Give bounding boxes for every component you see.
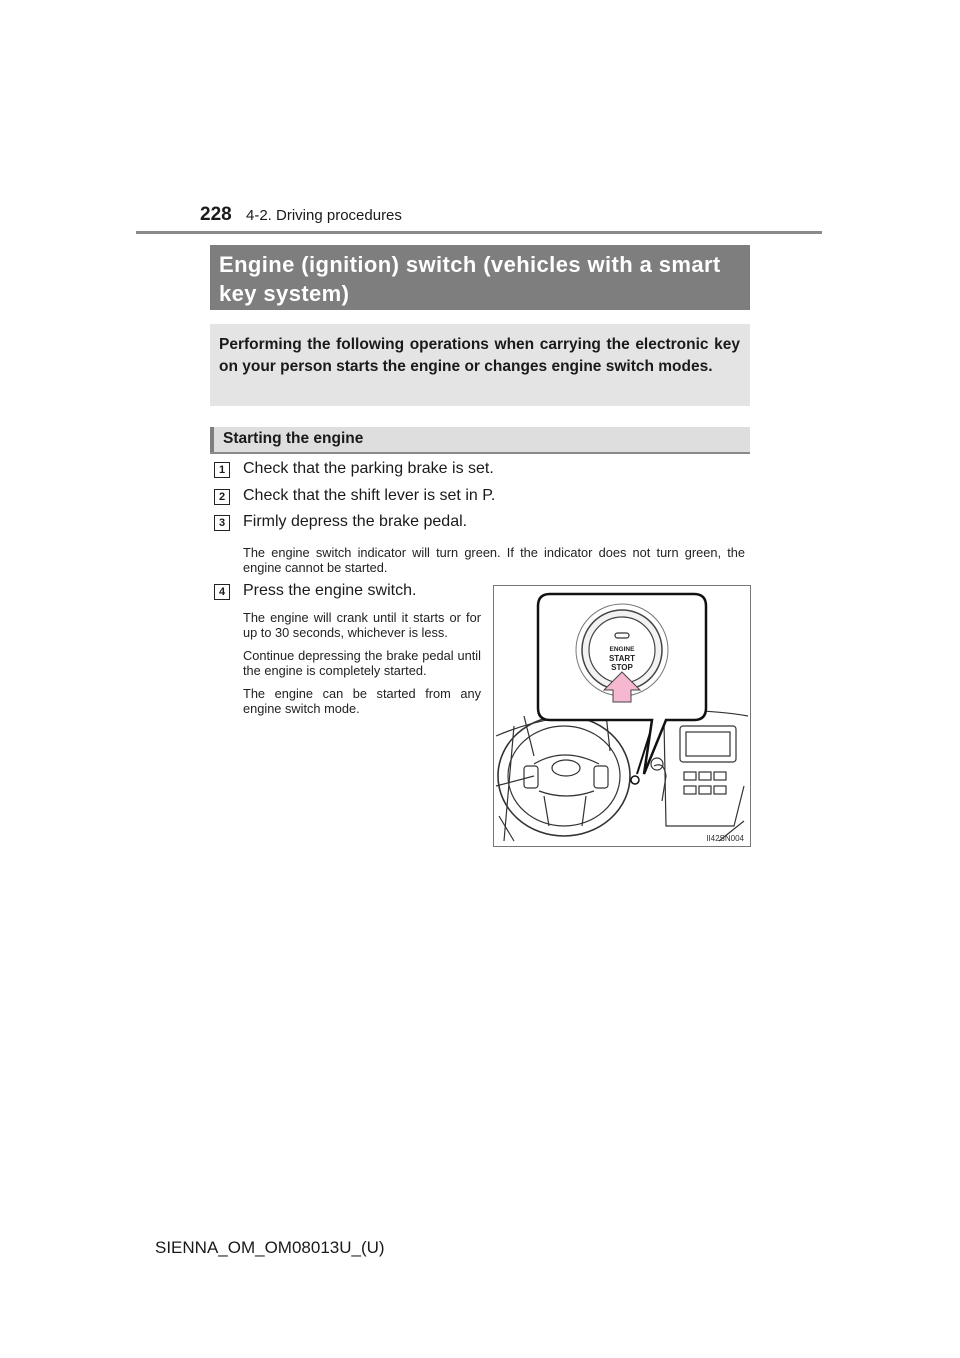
subheading-accent: [210, 427, 214, 452]
step-text-4: Press the engine switch.: [243, 582, 417, 599]
step-number-1: 1: [214, 462, 230, 478]
dashboard-drawing: [494, 586, 750, 846]
section-label: 4-2. Driving procedures: [246, 207, 402, 224]
intro-text: Performing the following operations when carrying the electronic key on your person starts the engine or changes engine switch modes.: [219, 336, 740, 375]
intro-box: [210, 324, 750, 406]
title-banner: [210, 245, 750, 310]
page-title: Engine (ignition) switch (vehicles with a smart key system): [219, 252, 721, 306]
page-number: 228: [200, 204, 232, 225]
step-number-4: 4: [214, 584, 230, 600]
step-4-note-3: The engine can be started from any engine switch mode.: [243, 686, 481, 716]
button-label-stop: STOP: [611, 663, 633, 672]
step-number-3: 3: [214, 515, 230, 531]
header-divider: [136, 231, 822, 234]
button-label-start: START: [608, 654, 636, 663]
button-label-engine: ENGINE: [609, 646, 635, 653]
step-text-1: Check that the parking brake is set.: [243, 460, 494, 477]
step-4-note-1: The engine will crank until it starts or for up to 30 seconds, whichever is less.: [243, 610, 481, 640]
step-text-2: Check that the shift lever is set in P.: [243, 487, 496, 504]
step-4-note-2: Continue depressing the brake pedal until the engine is completely started.: [243, 648, 481, 678]
step-4-notes: [243, 610, 481, 724]
subheading: Starting the engine: [223, 430, 364, 447]
engine-switch-illustration: [493, 585, 751, 847]
figure-code: II42SN004: [706, 834, 744, 843]
footer-doc-id: SIENNA_OM_OM08013U_(U): [155, 1238, 385, 1257]
step-number-2: 2: [214, 489, 230, 505]
step-3-note: The engine switch indicator will turn green. If the indicator does not turn green, the engine cannot be started.: [243, 545, 745, 575]
step-text-3: Firmly depress the brake pedal.: [243, 513, 468, 530]
subheading-bar: [210, 427, 750, 454]
